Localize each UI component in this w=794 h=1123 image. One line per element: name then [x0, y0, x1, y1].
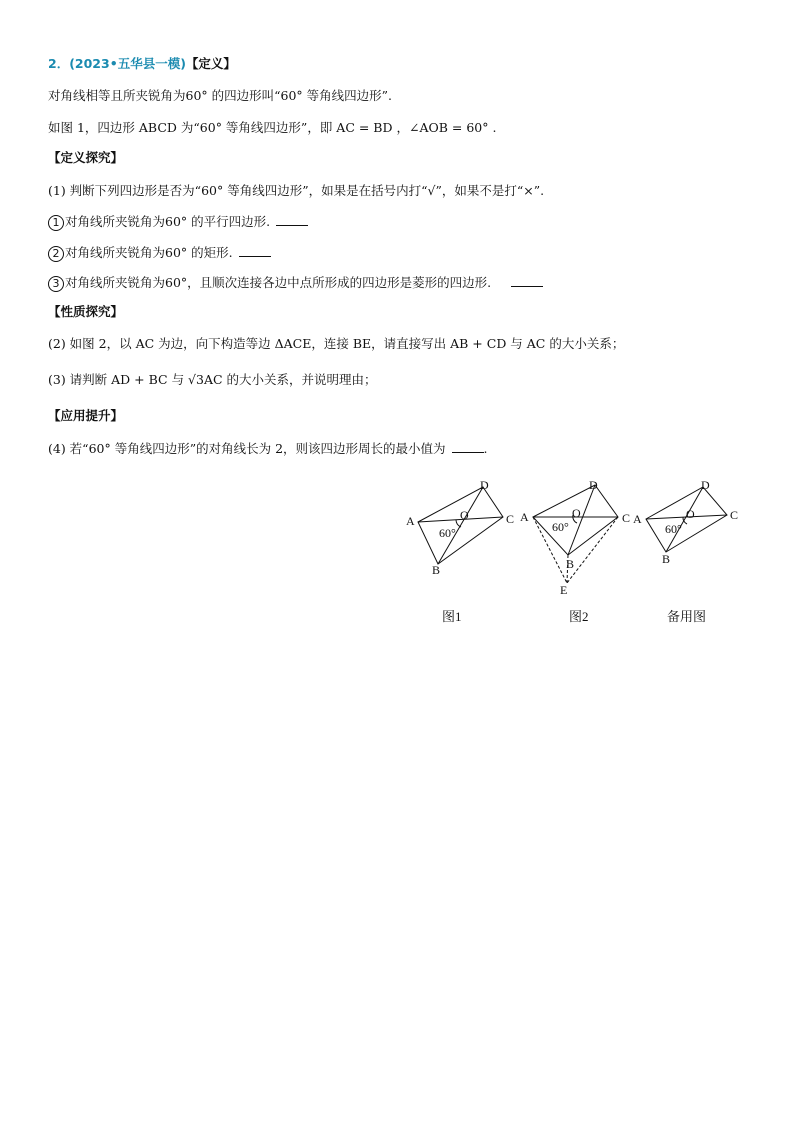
- caption-figure-spare: 备用图: [667, 609, 707, 624]
- question-2: (2) 如图 2，以 AC 为边，向下构造等边 ΔACE，连接 BE，请直接写出 AB + CD 与 AC 的大小关系；: [48, 336, 625, 351]
- label-a: A: [633, 512, 642, 526]
- label-c: C: [506, 512, 515, 526]
- q1-item-1: 1 对角线所夹锐角为60° 的平行四边形.: [48, 213, 308, 231]
- question-1: (1) 判断下列四边形是否为“60° 等角线四边形”，如果是在括号内打“√”，如果不是打“×”.: [48, 183, 545, 198]
- problem-title: 2．(2023•五华县一模)【定义】: [48, 56, 236, 71]
- label-a: A: [520, 510, 529, 524]
- figure-spare: [630, 475, 760, 575]
- label-e: E: [560, 583, 568, 597]
- q1-item-3: 3 对角线所夹锐角为60°，且顺次连接各边中点所形成的四边形是菱形的四边形.: [48, 274, 543, 292]
- question-4: (4) 若“60° 等角线四边形”的对角线长为 2，则该四边形周长的最小值为 .: [48, 441, 488, 456]
- definition-text: 对角线相等且所夹锐角为60° 的四边形叫“60° 等角线四边形”.: [48, 88, 393, 103]
- label-angle: 60°: [665, 522, 682, 536]
- label-angle: 60°: [552, 520, 569, 534]
- circled-number: 2: [48, 246, 64, 262]
- label-d: D: [480, 478, 489, 492]
- quadrilateral-abcd: [533, 485, 618, 555]
- label-b: B: [432, 563, 441, 577]
- section-property-explore: 【性质探究】: [48, 304, 124, 319]
- figure-2: [515, 475, 645, 605]
- figure1-description: 如图 1，四边形 ABCD 为“60° 等角线四边形”，即 AC = BD ，∠AOB = 60° .: [48, 120, 497, 135]
- question-3: (3) 请判断 AD + BC 与 √3AC 的大小关系，并说明理由；: [48, 372, 377, 387]
- label-c: C: [622, 511, 631, 525]
- q1-item-2: 2 对角线所夹锐角为60° 的矩形.: [48, 244, 271, 262]
- label-d: D: [701, 478, 710, 492]
- figure-1: [400, 475, 530, 580]
- section-definition-explore: 【定义探究】: [48, 150, 124, 165]
- answer-blank[interactable]: [511, 274, 543, 287]
- label-c: C: [730, 508, 739, 522]
- label-o: O: [572, 506, 581, 520]
- diagonal-bd: [666, 487, 703, 552]
- label-a: A: [406, 514, 415, 528]
- label-b: B: [566, 557, 575, 571]
- label-d: D: [589, 478, 598, 492]
- label-o: O: [460, 508, 469, 522]
- section-apply: 【应用提升】: [48, 408, 124, 423]
- answer-blank[interactable]: [452, 440, 484, 453]
- caption-figure-2: 图2: [569, 609, 589, 624]
- circled-number: 1: [48, 215, 64, 231]
- answer-blank[interactable]: [239, 244, 271, 257]
- label-b: B: [662, 552, 671, 566]
- label-angle: 60°: [439, 526, 456, 540]
- label-o: O: [686, 507, 695, 521]
- answer-blank[interactable]: [276, 213, 308, 226]
- circled-number: 3: [48, 276, 64, 292]
- caption-figure-1: 图1: [442, 609, 462, 624]
